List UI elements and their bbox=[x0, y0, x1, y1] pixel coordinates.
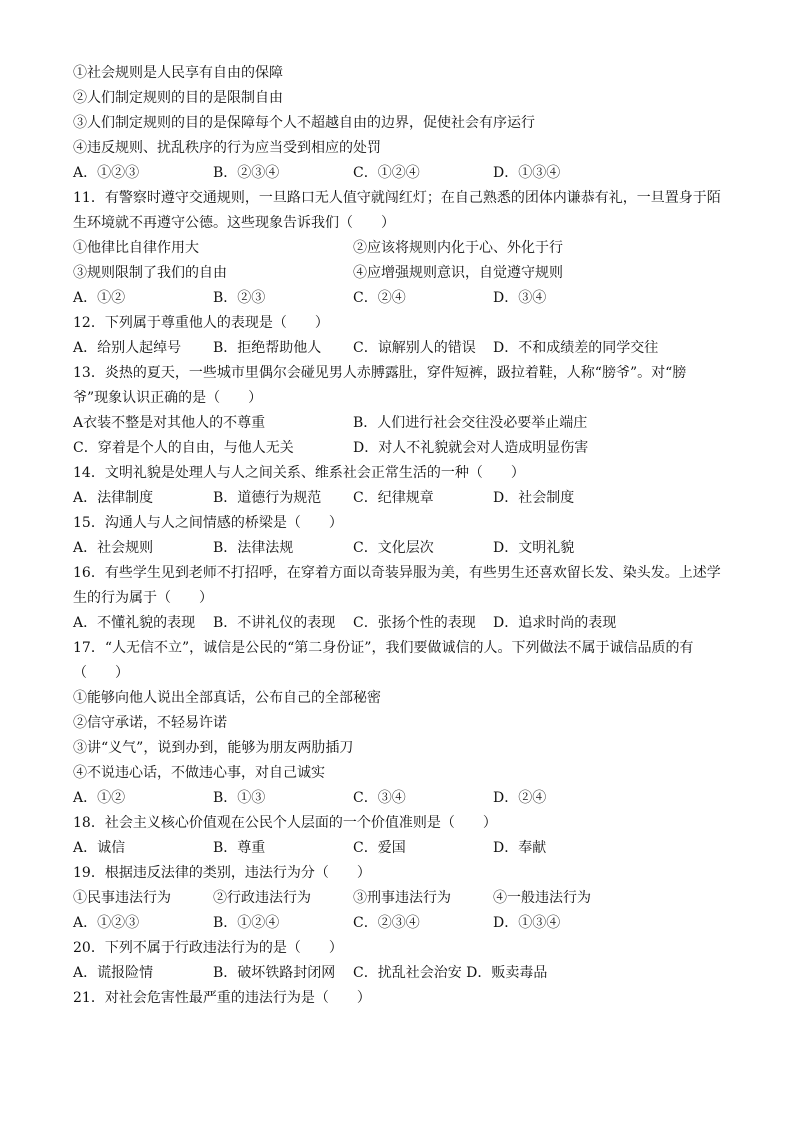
q13-options-row2 bbox=[73, 436, 723, 461]
q10-options bbox=[73, 161, 723, 186]
q11-item-1: ①他律比自律作用大 bbox=[73, 240, 199, 256]
q16-stem-line2: 生的行为属于（ ） bbox=[73, 590, 213, 606]
q12-options bbox=[73, 336, 723, 361]
q19-option-b[interactable]: B．①②④ bbox=[213, 915, 280, 931]
q17-item-1: ①能够向他人说出全部真话，公布自己的全部秘密 bbox=[73, 690, 381, 706]
q17-stem-line2: （ ） bbox=[73, 665, 129, 681]
q19-options bbox=[73, 911, 723, 936]
q14-option-c[interactable]: C．纪律规章 bbox=[353, 490, 434, 506]
q18-option-c[interactable]: C．爱国 bbox=[353, 840, 406, 856]
q10-option-a[interactable]: A．①②③ bbox=[73, 165, 140, 181]
q13-option-d[interactable]: D．对人不礼貌就会对人造成明显伤害 bbox=[353, 440, 589, 456]
q10-item-2: ②人们制定规则的目的是限制自由 bbox=[73, 90, 283, 106]
q11-items-row2 bbox=[73, 261, 723, 286]
q13-option-b[interactable]: B．人们进行社会交往没必要举止端庄 bbox=[353, 415, 588, 431]
q20-stem: 20．下列不属于行政违法行为的是（ ） bbox=[73, 940, 343, 956]
q12-option-b[interactable]: B．拒绝帮助他人 bbox=[213, 340, 322, 356]
q20-option-b[interactable]: B．破坏铁路封闭网 bbox=[213, 965, 336, 981]
q15-options bbox=[73, 536, 723, 561]
q14-option-a[interactable]: A．法律制度 bbox=[73, 490, 154, 506]
q12-option-d[interactable]: D．不和成绩差的同学交往 bbox=[493, 340, 659, 356]
q10-item-1: ①社会规则是人民享有自由的保障 bbox=[73, 65, 283, 81]
q19-item-2: ②行政违法行为 bbox=[213, 890, 311, 906]
q11-item-4: ④应增强规则意识，自觉遵守规则 bbox=[353, 265, 563, 281]
q10-item-4: ④违反规则、扰乱秩序的行为应当受到相应的处罚 bbox=[73, 140, 381, 156]
q11-items-row1 bbox=[73, 236, 723, 261]
q17-item-4: ④不说违心话，不做违心事，对自己诚实 bbox=[73, 765, 325, 781]
q12-option-a[interactable]: A．给别人起绰号 bbox=[73, 340, 182, 356]
q11-option-d[interactable]: D．③④ bbox=[493, 290, 547, 306]
q11-option-a[interactable]: A．①② bbox=[73, 290, 126, 306]
q15-option-d[interactable]: D．文明礼貌 bbox=[493, 540, 575, 556]
q10-item-3: ③人们制定规则的目的是保障每个人不超越自由的边界，促使社会有序运行 bbox=[73, 115, 535, 131]
q17-option-d[interactable]: D．②④ bbox=[493, 790, 547, 806]
q19-stem: 19．根据违反法律的类别，违法行为分（ ） bbox=[73, 865, 371, 881]
q20-option-a[interactable]: A．谎报险情 bbox=[73, 965, 154, 981]
q18-option-b[interactable]: B．尊重 bbox=[213, 840, 266, 856]
q13-option-a[interactable]: A衣装不整是对其他人的不尊重 bbox=[73, 415, 266, 431]
q19-item-4: ④一般违法行为 bbox=[493, 890, 591, 906]
q20-option-c-d[interactable]: C．扰乱社会治安 D．贩卖毒品 bbox=[353, 965, 548, 981]
q15-option-a[interactable]: A．社会规则 bbox=[73, 540, 154, 556]
q14-stem: 14．文明礼貌是处理人与人之间关系、维系社会正常生活的一种（ ） bbox=[73, 465, 525, 481]
q19-option-d[interactable]: D．①③④ bbox=[493, 915, 561, 931]
q17-option-b[interactable]: B．①③ bbox=[213, 790, 266, 806]
exam-page bbox=[73, 61, 723, 1011]
q18-options bbox=[73, 836, 723, 861]
q14-option-d[interactable]: D．社会制度 bbox=[493, 490, 575, 506]
q19-option-a[interactable]: A．①②③ bbox=[73, 915, 140, 931]
q13-option-c[interactable]: C．穿着是个人的自由，与他人无关 bbox=[73, 440, 294, 456]
q12-option-c[interactable]: C．谅解别人的错误 bbox=[353, 340, 476, 356]
q15-option-b[interactable]: B．法律法规 bbox=[213, 540, 294, 556]
q18-stem: 18．社会主义核心价值观在公民个人层面的一个价值准则是（ ） bbox=[73, 815, 497, 831]
q19-item-3: ③刑事违法行为 bbox=[353, 890, 451, 906]
q11-option-b[interactable]: B．②③ bbox=[213, 290, 266, 306]
q17-option-a[interactable]: A．①② bbox=[73, 790, 126, 806]
q11-item-3: ③规则限制了我们的自由 bbox=[73, 265, 227, 281]
q11-options bbox=[73, 286, 723, 311]
q13-stem-line1: 13．炎热的夏天，一些城市里偶尔会碰见男人赤膊露肚，穿件短裤，趿拉着鞋，人称“膀爷”。对“膀 bbox=[73, 365, 687, 381]
q13-stem-line2: 爷”现象认识正确的是（ ） bbox=[73, 390, 263, 406]
q13-options-row1 bbox=[73, 411, 723, 436]
q11-stem-line1: 11．有警察时遵守交通规则，一旦路口无人值守就闯红灯；在自己熟悉的团体内谦恭有礼，一旦置身于陌 bbox=[73, 190, 721, 206]
q15-option-c[interactable]: C．文化层次 bbox=[353, 540, 434, 556]
q10-option-c[interactable]: C．①②④ bbox=[353, 165, 420, 181]
q16-option-d[interactable]: D．追求时尚的表现 bbox=[493, 615, 617, 631]
q16-option-a[interactable]: A．不懂礼貌的表现 bbox=[73, 615, 196, 631]
q19-items bbox=[73, 886, 723, 911]
q11-item-2: ②应该将规则内化于心、外化于行 bbox=[353, 240, 563, 256]
q17-options bbox=[73, 786, 723, 811]
q20-options bbox=[73, 961, 723, 986]
q14-options bbox=[73, 486, 723, 511]
q18-option-d[interactable]: D．奉献 bbox=[493, 840, 547, 856]
q19-option-c[interactable]: C．②③④ bbox=[353, 915, 420, 931]
q16-option-c[interactable]: C．张扬个性的表现 bbox=[353, 615, 476, 631]
q10-option-d[interactable]: D．①③④ bbox=[493, 165, 561, 181]
q21-stem: 21．对社会危害性最严重的违法行为是（ ） bbox=[73, 990, 371, 1006]
q11-option-c[interactable]: C．②④ bbox=[353, 290, 406, 306]
q16-options bbox=[73, 611, 723, 636]
q17-item-2: ②信守承诺，不轻易许诺 bbox=[73, 715, 227, 731]
q18-option-a[interactable]: A．诚信 bbox=[73, 840, 126, 856]
q12-stem: 12．下列属于尊重他人的表现是（ ） bbox=[73, 315, 329, 331]
q11-stem-line2: 生环境就不再遵守公德。这些现象告诉我们（ ） bbox=[73, 215, 395, 231]
q17-stem-line1: 17．“人无信不立”，诚信是公民的“第二身份证”，我们要做诚信的人。下列做法不属于诚信品质的有 bbox=[73, 640, 694, 656]
q16-option-b[interactable]: B．不讲礼仪的表现 bbox=[213, 615, 336, 631]
q10-option-b[interactable]: B．②③④ bbox=[213, 165, 280, 181]
q14-option-b[interactable]: B．道德行为规范 bbox=[213, 490, 322, 506]
q19-item-1: ①民事违法行为 bbox=[73, 890, 171, 906]
q17-option-c[interactable]: C．③④ bbox=[353, 790, 406, 806]
q16-stem-line1: 16．有些学生见到老师不打招呼，在穿着方面以奇装异服为美，有些男生还喜欢留长发、染头发。上述学 bbox=[73, 565, 721, 581]
q15-stem: 15．沟通人与人之间情感的桥梁是（ ） bbox=[73, 515, 343, 531]
q17-item-3: ③讲“义气”，说到办到，能够为朋友两肋插刀 bbox=[73, 740, 354, 756]
